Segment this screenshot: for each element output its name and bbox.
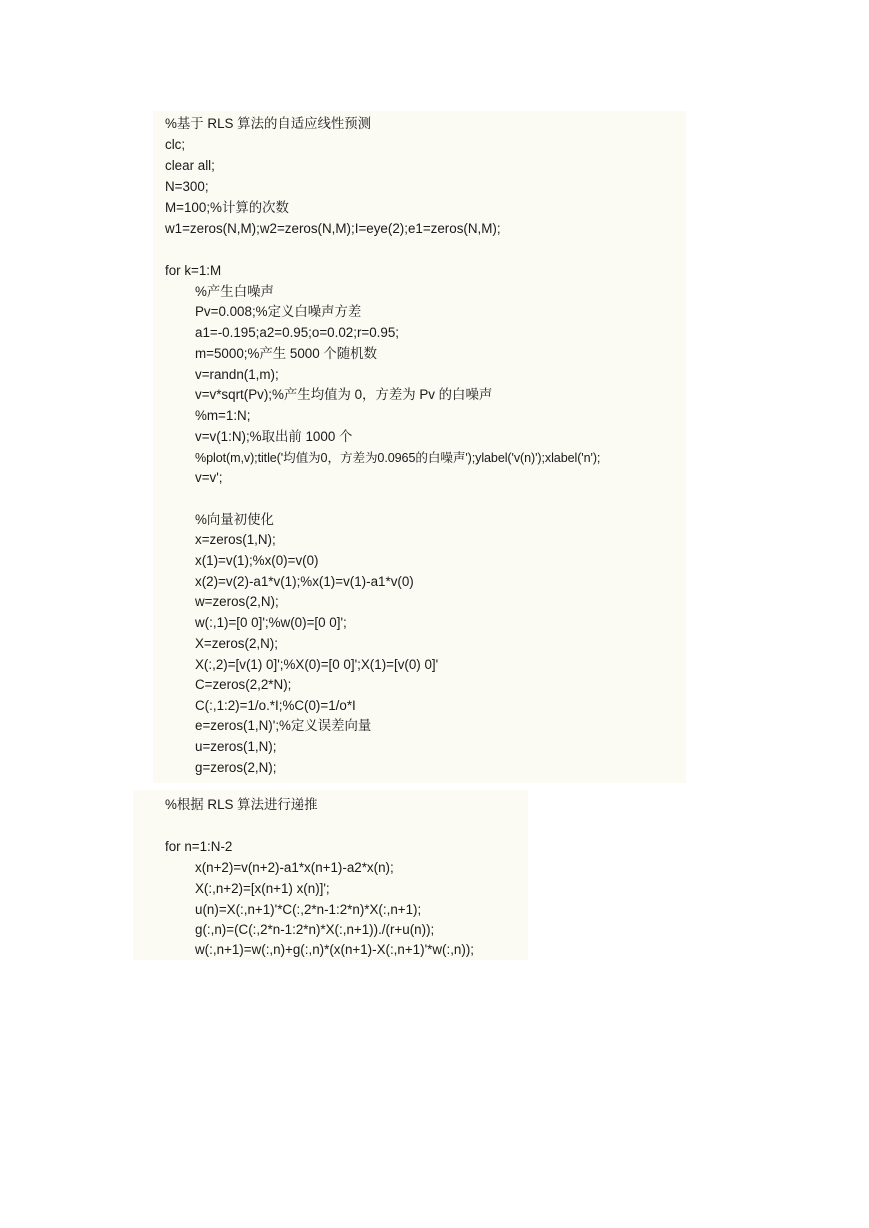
code-line: x=zeros(1,N); — [195, 532, 276, 547]
code-line: N=300; — [165, 179, 209, 194]
code-line: %产生白噪声 — [195, 284, 274, 299]
code-line: m=5000;%产生 5000 个随机数 — [195, 346, 377, 361]
code-line: Pv=0.008;%定义白噪声方差 — [195, 304, 362, 319]
code-line: g(:,n)=(C(:,2*n-1:2*n)*X(:,n+1))./(r+u(n)); — [195, 922, 435, 937]
code-line: e=zeros(1,N)';%定义误差向量 — [195, 718, 372, 733]
code-block-1 — [153, 111, 686, 783]
code-line: u=zeros(1,N); — [195, 739, 277, 754]
code-line: x(1)=v(1);%x(0)=v(0) — [195, 553, 319, 568]
code-line: u(n)=X(:,n+1)'*C(:,2*n-1:2*n)*X(:,n+1); — [195, 902, 422, 917]
code-line: g=zeros(2,N); — [195, 760, 277, 775]
code-line: v=randn(1,m); — [195, 367, 279, 382]
code-line: x(2)=v(2)-a1*v(1);%x(1)=v(1)-a1*v(0) — [195, 574, 414, 589]
code-line: x(n+2)=v(n+2)-a1*x(n+1)-a2*x(n); — [195, 860, 394, 875]
code-line: w1=zeros(N,M);w2=zeros(N,M);I=eye(2);e1=zeros(N,M); — [165, 221, 501, 236]
code-line: w=zeros(2,N); — [195, 594, 279, 609]
code-line: clear all; — [165, 158, 215, 173]
code-line: X=zeros(2,N); — [195, 636, 278, 651]
code-line: %向量初使化 — [195, 512, 274, 527]
code-line: M=100;%计算的次数 — [165, 200, 289, 215]
code-line: C=zeros(2,2*N); — [195, 677, 292, 692]
code-line: %根据 RLS 算法进行递推 — [165, 797, 318, 812]
code-line: v=v*sqrt(Pv);%产生均值为 0，方差为 Pv 的白噪声 — [195, 387, 493, 402]
code-line: w(:,n+1)=w(:,n)+g(:,n)*(x(n+1)-X(:,n+1)'*w(:,n)); — [195, 942, 474, 957]
code-line: X(:,2)=[v(1) 0]';%X(0)=[0 0]';X(1)=[v(0) 0]' — [195, 657, 439, 672]
code-line: w(:,1)=[0 0]';%w(0)=[0 0]'; — [195, 615, 347, 630]
code-line: X(:,n+2)=[x(n+1) x(n)]'; — [195, 881, 330, 896]
code-line: a1=-0.195;a2=0.95;o=0.02;r=0.95; — [195, 325, 400, 340]
code-line: %plot(m,v);title('均值为0，方差为0.0965的白噪声');ylabel('v(n)');xlabel('n'); — [195, 451, 601, 465]
code-line: clc; — [165, 137, 186, 152]
code-line: for n=1:N-2 — [165, 839, 233, 854]
code-line: v=v(1:N);%取出前 1000 个 — [195, 429, 353, 444]
code-block-2 — [133, 790, 528, 960]
code-line: for k=1:M — [165, 263, 222, 278]
code-line: %基于 RLS 算法的自适应线性预测 — [165, 116, 372, 131]
code-line: v=v'; — [195, 470, 223, 485]
code-line: C(:,1:2)=1/o.*I;%C(0)=1/o*I — [195, 698, 356, 713]
code-line: %m=1:N; — [195, 408, 251, 423]
